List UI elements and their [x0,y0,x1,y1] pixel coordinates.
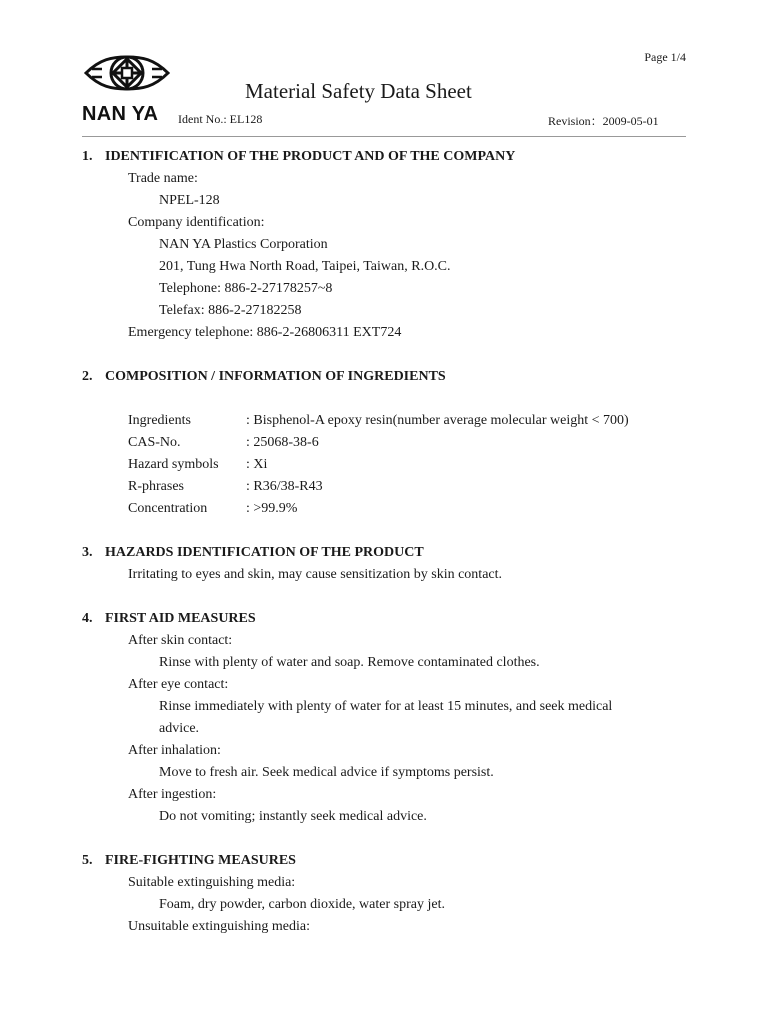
field-label: After ingestion: [128,787,217,802]
revision-date: Revision：2009-05-01 [548,114,659,128]
field-value: Rinse with plenty of water and soap. Remove contaminated clothes. [159,655,540,670]
field-value: Move to fresh air. Seek medical advice if symptoms persist. [159,765,494,780]
section-heading: 3. HAZARDS IDENTIFICATION OF THE PRODUCT [82,545,424,560]
field-label: Suitable extinguishing media: [128,875,296,890]
table-row: Concentration : >99.9% [128,501,298,516]
section-heading: 1. IDENTIFICATION OF THE PRODUCT AND OF THE COMPANY [82,149,516,164]
field-label: Company identification: [128,215,265,230]
field-value: Foam, dry powder, carbon dioxide, water spray jet. [159,897,445,912]
field-label: Unsuitable extinguishing media: [128,919,310,934]
brand-name: NAN YA [82,103,159,125]
table-row: Ingredients : Bisphenol-A epoxy resin(number average molecular weight < 700) [128,413,629,428]
field-value: NAN YA Plastics Corporation [159,237,328,252]
section-heading: 4. FIRST AID MEASURES [82,611,256,626]
field-value: Telefax: 886-2-27182258 [159,303,302,318]
header-divider [82,136,686,137]
field-value: NPEL-128 [159,193,220,208]
field-label: After skin contact: [128,633,233,648]
field-value: Telephone: 886-2-27178257~8 [159,281,333,296]
field-label: After eye contact: [128,677,229,692]
field-value: Rinse immediately with plenty of water for at least 15 minutes, and seek medical [159,699,613,714]
field-label: Emergency telephone: 886-2-26806311 EXT724 [128,325,402,340]
ident-number: Ident No.: EL128 [178,112,263,126]
document-title: Material Safety Data Sheet [245,79,472,103]
table-row: CAS-No. : 25068-38-6 [128,435,319,450]
document-body [0,146,768,938]
field-value: advice. [159,721,200,736]
paragraph: Irritating to eyes and skin, may cause sensitization by skin contact. [128,567,503,582]
field-value: Do not vomiting; instantly seek medical advice. [159,809,427,824]
field-label: After inhalation: [128,743,221,758]
section-heading: 5. FIRE-FIGHTING MEASURES [82,853,296,868]
field-value: 201, Tung Hwa North Road, Taipei, Taiwan, R.O.C. [159,259,451,274]
nan-ya-logo-icon [84,47,170,99]
section-heading: 2. COMPOSITION / INFORMATION OF INGREDIENTS [82,369,446,384]
table-row: R-phrases : R36/38-R43 [128,479,323,494]
field-label: Trade name: [128,171,198,186]
table-row: Hazard symbols : Xi [128,457,268,472]
page-number: Page 1/4 [644,50,686,64]
